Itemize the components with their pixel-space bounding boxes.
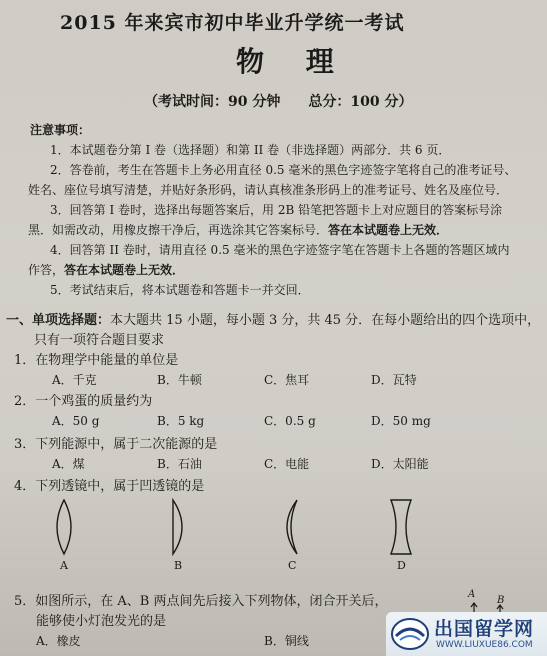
note-4-text: 作答， — [28, 263, 65, 277]
section-intro: 本大题共 15 小题，每小题 3 分，共 45 分．在每小题给出的四个选项中， — [110, 313, 541, 328]
q2-option-c: C．0.5 g — [264, 414, 316, 428]
lens-c-label: C — [288, 559, 297, 572]
section-heading: 一、单项选择题： — [6, 313, 111, 328]
q5-option-b: B．铜线 — [264, 634, 309, 648]
q1-option-a: A．千克 — [52, 373, 97, 387]
q3-option-b: B．石油 — [157, 457, 202, 471]
note-3-warning: 答在本试题卷上无效． — [328, 223, 449, 237]
note-3-text: 黑．如需改动，用橡皮擦干净后，再选涂其它答案标号． — [28, 223, 329, 237]
site-watermark — [386, 612, 547, 656]
watermark-title: 出国留学网 — [434, 618, 535, 640]
circuit-label-b: B — [497, 595, 505, 606]
question-4-stem: 4．下列透镜中，属于凹透镜的是 — [14, 479, 205, 494]
q5-option-a: A．橡皮 — [36, 634, 81, 648]
circuit-label-a: A — [468, 589, 476, 600]
note-3: 3．回答第 I 卷时，选择出每题答案后，用 2B 铅笔把答题卡上对应题目的答案标号涂 — [50, 203, 503, 217]
lens-a-label: A — [60, 559, 68, 572]
q1-option-c: C．焦耳 — [264, 373, 310, 387]
q2-option-d: D．50 mg — [371, 414, 431, 428]
note-1: 1．本试题卷分第 I 卷（选择题）和第 II 卷（非选择题）两部分．共 6 页． — [50, 143, 451, 157]
question-3-stem: 3．下列能源中，属于二次能源的是 — [14, 437, 218, 452]
lens-d-label: D — [397, 559, 406, 572]
note-2-cont: 姓名、座位号填写清楚，并贴好条形码，请认真核准条形码上的准考证号、姓名及座位号． — [28, 183, 509, 197]
lens-b-planoconvex-icon — [169, 498, 191, 556]
note-4-cont — [28, 261, 184, 278]
watermark-url: WWW.LIUXUE86.COM — [436, 640, 533, 650]
subject-title: 物 理 — [236, 45, 350, 78]
q3-option-c: C．电能 — [264, 457, 310, 471]
section-intro-cont: 只有一项符合题目要求 — [34, 333, 165, 348]
note-4: 4．回答第 II 卷时，请用直径 0.5 毫米的黑色字迹签字笔在答题卡上各题的答题区域内 — [50, 243, 510, 257]
q3-option-d: D．太阳能 — [371, 457, 429, 471]
exam-time-info: （考试时间：90 分钟 总分：100 分） — [144, 94, 413, 110]
question-5-stem-cont: 能够使小灯泡发光的是 — [36, 614, 167, 629]
note-4-warning: 答在本试题卷上无效． — [64, 263, 185, 277]
note-3-cont — [28, 221, 448, 238]
q2-option-a: A．50 g — [52, 414, 100, 428]
lens-b-label: B — [174, 559, 183, 572]
note-2: 2．答卷前，考生在答题卡上务必用直径 0.5 毫米的黑色字迹签字笔将自己的准考证号、 — [50, 163, 517, 177]
lens-a-biconvex-icon — [52, 498, 76, 556]
note-5: 5．考试结束后，将本试题卷和答题卡一并交回． — [50, 283, 310, 297]
exam-title: 2015 年来宾市初中毕业升学统一考试 — [60, 12, 405, 34]
question-2-stem: 2．一个鸡蛋的质量约为 — [14, 394, 153, 409]
q1-option-b: B．牛顿 — [157, 373, 202, 387]
lens-d-biconcave-icon — [388, 498, 414, 556]
notes-heading: 注意事项： — [30, 123, 91, 137]
q1-option-d: D．瓦特 — [371, 373, 417, 387]
q2-option-b: B．5 kg — [157, 414, 205, 428]
question-5-stem: 5．如图所示，在 A、B 两点间先后接入下列物体，闭合开关后， — [14, 594, 388, 609]
question-1-stem: 1．在物理学中能量的单位是 — [14, 353, 179, 368]
section-heading-line — [6, 309, 540, 328]
watermark-logo-icon — [390, 616, 430, 656]
lens-c-meniscus-icon — [281, 498, 303, 556]
q3-option-a: A．煤 — [52, 457, 85, 471]
